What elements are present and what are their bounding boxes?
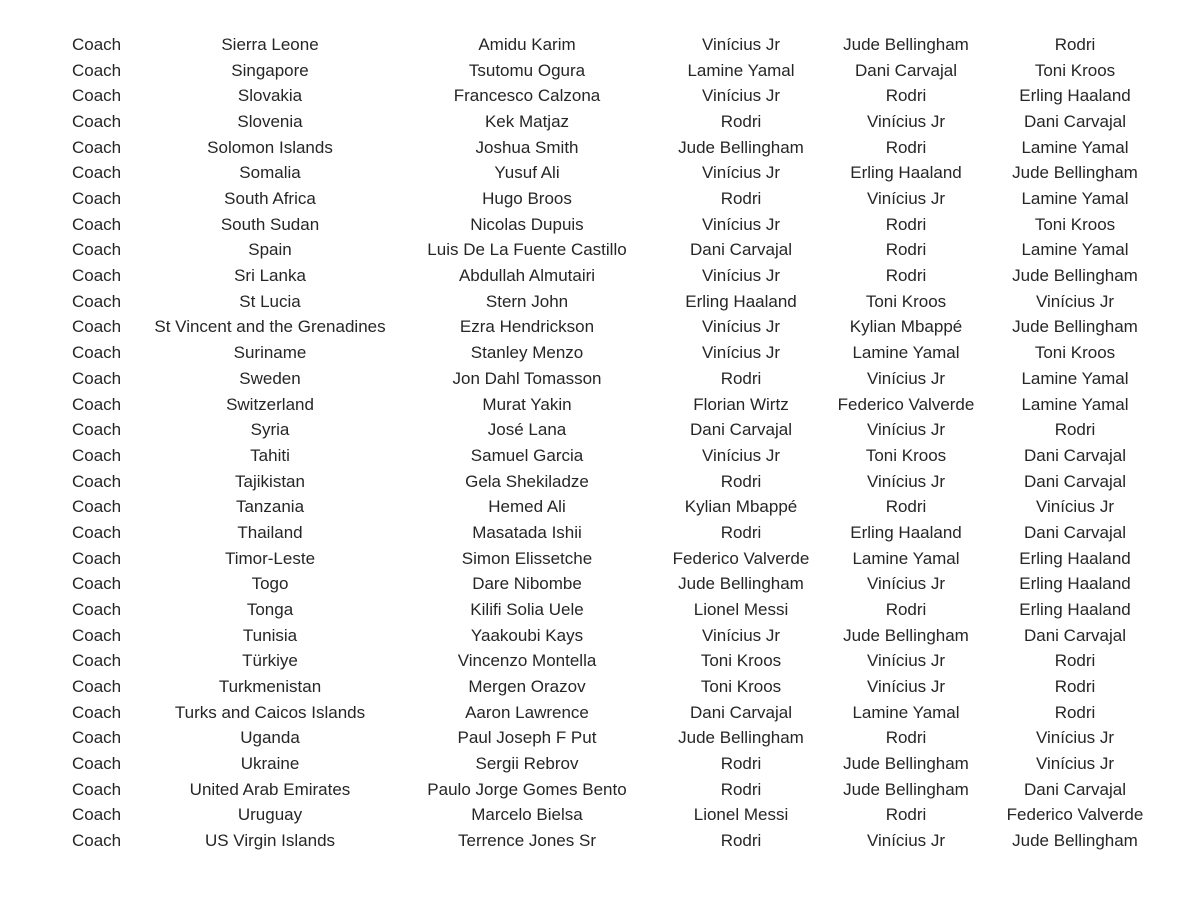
third-choice-cell: Rodri [1054, 420, 1096, 440]
voter-name-cell: Sergii Rebrov [475, 754, 579, 774]
voter-name-cell: Stern John [485, 291, 569, 311]
voter-role-cell: Coach [72, 137, 122, 157]
voter-role-cell: Coach [72, 754, 122, 774]
first-choice-cell: Vinícius Jr [701, 625, 781, 645]
third-choice-cell: Vinícius Jr [1035, 291, 1115, 311]
third-choice-cell: Dani Carvajal [1023, 112, 1127, 132]
second-choice-cell: Toni Kroos [865, 291, 947, 311]
first-choice-cell: Vinícius Jr [701, 266, 781, 286]
first-choice-cell: Kylian Mbappé [684, 497, 798, 517]
table-row [0, 187, 1183, 211]
voter-name-cell: Simon Elissetche [461, 548, 593, 568]
country-cell: Slovakia [237, 86, 303, 106]
first-choice-cell: Vinícius Jr [701, 445, 781, 465]
country-cell: Tahiti [250, 445, 290, 465]
voter-name-cell: Hugo Broos [482, 189, 572, 209]
first-choice-cell: Jude Bellingham [678, 728, 804, 748]
third-choice-cell: Lamine Yamal [1021, 137, 1129, 157]
second-choice-cell: Jude Bellingham [843, 754, 969, 774]
country-cell: South Sudan [220, 214, 320, 234]
country-cell: Thailand [237, 522, 303, 542]
first-choice-cell: Erling Haaland [685, 291, 797, 311]
first-choice-cell: Jude Bellingham [678, 137, 804, 157]
voter-role-cell: Coach [72, 343, 122, 363]
voter-role-cell: Coach [72, 394, 122, 414]
table-row [0, 84, 1183, 108]
voter-name-cell: Dare Nibombe [472, 574, 582, 594]
voter-name-cell: Samuel Garcia [470, 445, 584, 465]
voter-name-cell: Abdullah Almutairi [458, 266, 596, 286]
voter-role-cell: Coach [72, 548, 122, 568]
second-choice-cell: Toni Kroos [865, 445, 947, 465]
table-row [0, 290, 1183, 314]
second-choice-cell: Erling Haaland [850, 163, 962, 183]
country-cell: Turkmenistan [218, 677, 322, 696]
voter-name-cell: Yaakoubi Kays [470, 625, 584, 645]
first-choice-cell: Vinícius Jr [701, 214, 781, 234]
second-choice-cell: Rodri [885, 599, 927, 619]
voter-role-cell: Coach [72, 189, 122, 209]
third-choice-cell: Toni Kroos [1034, 214, 1116, 234]
table-row [0, 521, 1183, 545]
third-choice-cell: Vinícius Jr [1035, 728, 1115, 748]
third-choice-cell: Dani Carvajal [1023, 445, 1127, 465]
voter-name-cell: Kilifi Solia Uele [470, 599, 584, 619]
third-choice-cell: Rodri [1054, 677, 1096, 696]
table-row [0, 803, 1183, 827]
voter-role-cell: Coach [72, 35, 122, 54]
table-row [0, 470, 1183, 494]
voter-role-cell: Coach [72, 831, 122, 851]
table-row [0, 341, 1183, 365]
voter-role-cell: Coach [72, 779, 122, 799]
second-choice-cell: Rodri [885, 240, 927, 260]
second-choice-cell: Rodri [885, 728, 927, 748]
table-row [0, 33, 1183, 57]
voter-role-cell: Coach [72, 599, 122, 619]
first-choice-cell: Rodri [720, 471, 762, 491]
voter-role-cell: Coach [72, 86, 122, 106]
voter-role-cell: Coach [72, 702, 122, 722]
voter-name-cell: Amidu Karim [478, 35, 576, 54]
first-choice-cell: Jude Bellingham [678, 574, 804, 594]
voter-name-cell: Marcelo Bielsa [471, 805, 583, 825]
first-choice-cell: Vinícius Jr [701, 35, 781, 54]
table-row [0, 393, 1183, 417]
first-choice-cell: Toni Kroos [700, 651, 782, 671]
country-cell: Tonga [246, 599, 294, 619]
third-choice-cell: Erling Haaland [1019, 599, 1131, 619]
country-cell: Slovenia [237, 112, 303, 132]
table-row [0, 59, 1183, 83]
first-choice-cell: Vinícius Jr [701, 343, 781, 363]
table-row [0, 367, 1183, 391]
voter-name-cell: Tsutomu Ogura [468, 60, 586, 80]
country-cell: Uganda [240, 728, 300, 748]
country-cell: United Arab Emirates [189, 779, 351, 799]
country-cell: Switzerland [226, 394, 314, 414]
voter-role-cell: Coach [72, 445, 122, 465]
voter-role-cell: Coach [72, 677, 122, 696]
country-cell: Timor-Leste [224, 548, 316, 568]
voter-role-cell: Coach [72, 471, 122, 491]
voter-role-cell: Coach [72, 60, 122, 80]
table-row [0, 726, 1183, 750]
country-cell: Spain [248, 240, 292, 260]
country-cell: St Lucia [239, 291, 301, 311]
voter-name-cell: José Lana [487, 420, 567, 440]
voter-name-cell: Terrence Jones Sr [458, 831, 596, 851]
voter-role-cell: Coach [72, 805, 122, 825]
voter-role-cell: Coach [72, 368, 122, 388]
first-choice-cell: Rodri [720, 189, 762, 209]
country-cell: Somalia [239, 163, 301, 183]
voter-name-cell: Nicolas Dupuis [470, 214, 584, 234]
second-choice-cell: Jude Bellingham [843, 779, 969, 799]
third-choice-cell: Vinícius Jr [1035, 754, 1115, 774]
first-choice-cell: Vinícius Jr [701, 317, 781, 337]
table-row [0, 547, 1183, 571]
voter-role-cell: Coach [72, 522, 122, 542]
table-row [0, 213, 1183, 237]
table-row [0, 495, 1183, 519]
voter-name-cell: Paul Joseph F Put [457, 728, 597, 748]
voter-role-cell: Coach [72, 291, 122, 311]
country-cell: Ukraine [240, 754, 300, 774]
voter-name-cell: Ezra Hendrickson [459, 317, 595, 337]
voter-name-cell: Gela Shekiladze [465, 471, 589, 491]
voter-role-cell: Coach [72, 266, 122, 286]
second-choice-cell: Vinícius Jr [866, 651, 946, 671]
table-row [0, 752, 1183, 776]
voter-role-cell: Coach [72, 112, 122, 132]
first-choice-cell: Dani Carvajal [689, 702, 793, 722]
second-choice-cell: Lamine Yamal [852, 343, 960, 363]
third-choice-cell: Lamine Yamal [1021, 189, 1129, 209]
third-choice-cell: Jude Bellingham [1012, 163, 1138, 183]
voter-role-cell: Coach [72, 317, 122, 337]
second-choice-cell: Vinícius Jr [866, 574, 946, 594]
first-choice-cell: Lionel Messi [693, 805, 789, 825]
voter-name-cell: Luis De La Fuente Castillo [427, 240, 627, 260]
voter-name-cell: Kek Matjaz [484, 112, 570, 132]
first-choice-cell: Lionel Messi [693, 599, 789, 619]
second-choice-cell: Federico Valverde [837, 394, 975, 414]
country-cell: South Africa [224, 189, 316, 209]
table-row [0, 238, 1183, 262]
country-cell: Turks and Caicos Islands [174, 702, 366, 722]
first-choice-cell: Rodri [720, 112, 762, 132]
voter-role-cell: Coach [72, 420, 122, 440]
country-cell: Sierra Leone [221, 35, 319, 54]
second-choice-cell: Rodri [885, 805, 927, 825]
voter-name-cell: Stanley Menzo [470, 343, 584, 363]
voter-name-cell: Yusuf Ali [494, 163, 560, 183]
second-choice-cell: Vinícius Jr [866, 677, 946, 696]
table-row [0, 598, 1183, 622]
country-cell: Tunisia [242, 625, 298, 645]
third-choice-cell: Federico Valverde [1006, 805, 1144, 825]
second-choice-cell: Jude Bellingham [843, 625, 969, 645]
first-choice-cell: Rodri [720, 522, 762, 542]
third-choice-cell: Dani Carvajal [1023, 471, 1127, 491]
second-choice-cell: Erling Haaland [850, 522, 962, 542]
table-row [0, 675, 1183, 699]
country-cell: Uruguay [237, 805, 303, 825]
table-row [0, 161, 1183, 185]
second-choice-cell: Rodri [885, 86, 927, 106]
country-cell: Sri Lanka [234, 266, 306, 286]
second-choice-cell: Lamine Yamal [852, 548, 960, 568]
voter-name-cell: Mergen Orazov [468, 677, 586, 696]
second-choice-cell: Vinícius Jr [866, 471, 946, 491]
country-cell: St Vincent and the Grenadines [154, 317, 386, 337]
third-choice-cell: Rodri [1054, 35, 1096, 54]
second-choice-cell: Rodri [885, 497, 927, 517]
third-choice-cell: Rodri [1054, 651, 1096, 671]
country-cell: Singapore [231, 60, 309, 80]
table-row [0, 624, 1183, 648]
country-cell: Solomon Islands [207, 137, 333, 157]
third-choice-cell: Lamine Yamal [1021, 394, 1129, 414]
third-choice-cell: Erling Haaland [1019, 548, 1131, 568]
voter-name-cell: Paulo Jorge Gomes Bento [427, 779, 627, 799]
country-cell: Türkiye [242, 651, 298, 671]
voter-name-cell: Aaron Lawrence [465, 702, 589, 722]
third-choice-cell: Jude Bellingham [1012, 317, 1138, 337]
second-choice-cell: Kylian Mbappé [849, 317, 963, 337]
first-choice-cell: Rodri [720, 831, 762, 851]
table-row [0, 264, 1183, 288]
second-choice-cell: Lamine Yamal [852, 702, 960, 722]
first-choice-cell: Rodri [720, 754, 762, 774]
voter-name-cell: Joshua Smith [475, 137, 579, 157]
voter-role-cell: Coach [72, 728, 122, 748]
voter-role-cell: Coach [72, 214, 122, 234]
country-cell: Tajikistan [235, 471, 305, 491]
third-choice-cell: Vinícius Jr [1035, 497, 1115, 517]
table-row [0, 444, 1183, 468]
first-choice-cell: Rodri [720, 779, 762, 799]
third-choice-cell: Erling Haaland [1019, 574, 1131, 594]
voter-name-cell: Jon Dahl Tomasson [452, 368, 602, 388]
voter-name-cell: Francesco Calzona [453, 86, 601, 106]
third-choice-cell: Toni Kroos [1034, 60, 1116, 80]
third-choice-cell: Rodri [1054, 702, 1096, 722]
second-choice-cell: Vinícius Jr [866, 831, 946, 851]
voter-role-cell: Coach [72, 163, 122, 183]
voter-role-cell: Coach [72, 651, 122, 671]
third-choice-cell: Dani Carvajal [1023, 522, 1127, 542]
third-choice-cell: Toni Kroos [1034, 343, 1116, 363]
table-row [0, 110, 1183, 134]
table-row [0, 829, 1183, 853]
voter-role-cell: Coach [72, 497, 122, 517]
table-row [0, 701, 1183, 725]
table-row [0, 572, 1183, 596]
third-choice-cell: Erling Haaland [1019, 86, 1131, 106]
second-choice-cell: Vinícius Jr [866, 368, 946, 388]
second-choice-cell: Rodri [885, 214, 927, 234]
first-choice-cell: Toni Kroos [700, 677, 782, 696]
second-choice-cell: Vinícius Jr [866, 112, 946, 132]
country-cell: Suriname [233, 343, 307, 363]
voter-role-cell: Coach [72, 240, 122, 260]
first-choice-cell: Vinícius Jr [701, 86, 781, 106]
first-choice-cell: Dani Carvajal [689, 420, 793, 440]
voter-name-cell: Masatada Ishii [472, 522, 582, 542]
second-choice-cell: Vinícius Jr [866, 420, 946, 440]
first-choice-cell: Vinícius Jr [701, 163, 781, 183]
first-choice-cell: Florian Wirtz [693, 394, 789, 414]
third-choice-cell: Lamine Yamal [1021, 240, 1129, 260]
second-choice-cell: Vinícius Jr [866, 189, 946, 209]
table-row [0, 418, 1183, 442]
first-choice-cell: Dani Carvajal [689, 240, 793, 260]
voter-name-cell: Hemed Ali [488, 497, 566, 517]
third-choice-cell: Jude Bellingham [1012, 266, 1138, 286]
third-choice-cell: Dani Carvajal [1023, 625, 1127, 645]
voter-name-cell: Vincenzo Montella [457, 651, 597, 671]
table-row [0, 136, 1183, 160]
country-cell: Togo [251, 574, 289, 594]
country-cell: US Virgin Islands [204, 831, 336, 851]
table-row [0, 778, 1183, 802]
second-choice-cell: Rodri [885, 266, 927, 286]
country-cell: Syria [250, 420, 290, 440]
table-row [0, 315, 1183, 339]
voter-role-cell: Coach [72, 574, 122, 594]
first-choice-cell: Lamine Yamal [687, 60, 795, 80]
country-cell: Sweden [239, 368, 301, 388]
first-choice-cell: Federico Valverde [672, 548, 810, 568]
table-row [0, 649, 1183, 673]
voter-role-cell: Coach [72, 625, 122, 645]
third-choice-cell: Lamine Yamal [1021, 368, 1129, 388]
second-choice-cell: Rodri [885, 137, 927, 157]
second-choice-cell: Dani Carvajal [854, 60, 958, 80]
third-choice-cell: Dani Carvajal [1023, 779, 1127, 799]
country-cell: Tanzania [235, 497, 305, 517]
voter-name-cell: Murat Yakin [482, 394, 572, 414]
first-choice-cell: Rodri [720, 368, 762, 388]
second-choice-cell: Jude Bellingham [843, 35, 969, 54]
third-choice-cell: Jude Bellingham [1012, 831, 1138, 851]
